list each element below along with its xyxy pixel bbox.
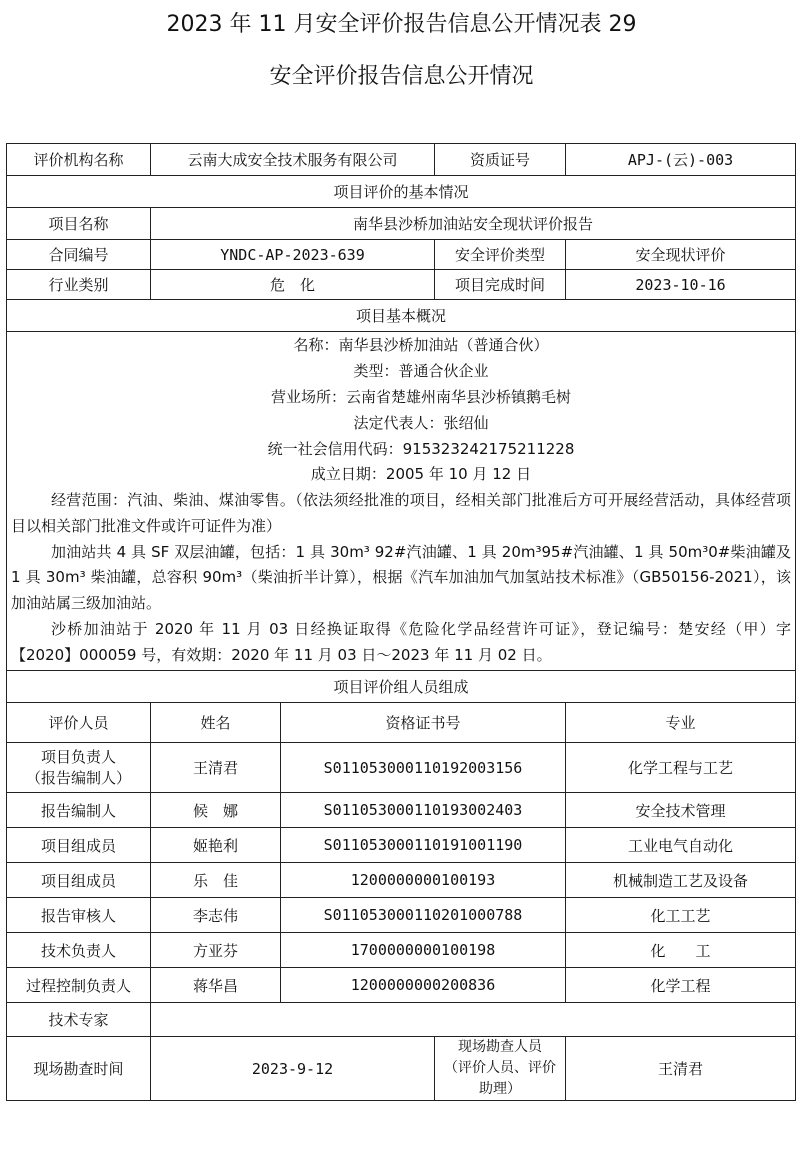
table-row <box>7 933 796 968</box>
table-row <box>7 968 796 1003</box>
expert-label: 技术专家 <box>7 1003 151 1037</box>
table-row <box>7 828 796 863</box>
team-role: 过程控制负责人 <box>7 968 151 1003</box>
overview-paragraph: 沙桥加油站于 2020 年 11 月 03 日经换证取得《危险化学品经营许可证》，登记编号：楚安经（甲）字【2020】000059 号，有效期：2020 年 11 月 03 日～2023 年 11 月 02 日。 <box>11 620 792 664</box>
overview-paragraph: 经营范围：汽油、柴油、煤油零售。（依法须经批准的项目，经相关部门批准后方可开展经营活动，具体经营项目以相关部门批准文件或许可证件为准） <box>11 491 792 535</box>
team-name: 姬艳利 <box>151 828 281 863</box>
team-cert: S011053000110193002403 <box>281 793 566 828</box>
team-cert: S011053000110192003156 <box>281 743 566 793</box>
team-name: 乐 佳 <box>151 863 281 898</box>
site-staff-label-line2: （评价人员、评价助理） <box>444 1060 557 1097</box>
overview-line: 类型：普通合伙企业 <box>353 362 489 381</box>
team-header-role: 评价人员 <box>7 703 151 743</box>
team-section-title: 项目评价组人员组成 <box>7 671 796 703</box>
team-name: 蒋华昌 <box>151 968 281 1003</box>
industry-value: 危 化 <box>151 270 435 300</box>
team-role: 报告审核人 <box>7 898 151 933</box>
team-role: 报告编制人 <box>7 793 151 828</box>
document-subtitle: 安全评价报告信息公开情况 <box>269 64 534 89</box>
disclosure-table <box>6 143 796 1101</box>
site-time-label: 现场勘查时间 <box>7 1037 151 1101</box>
table-row <box>7 743 796 793</box>
team-role-line2: （报告编制人） <box>25 768 131 787</box>
team-cert: S011053000110201000788 <box>281 898 566 933</box>
team-major: 机械制造工艺及设备 <box>566 863 796 898</box>
team-cert: 1200000000100193 <box>281 863 566 898</box>
industry-label: 行业类别 <box>7 270 151 300</box>
overview-line: 营业场所：云南省楚雄州南华县沙桥镇鹅毛树 <box>271 387 572 406</box>
team-name: 王清君 <box>151 743 281 793</box>
document-title: 2023 年 11 月安全评价报告信息公开情况表 29 <box>166 12 637 37</box>
project-name-value: 南华县沙桥加油站安全现状评价报告 <box>151 208 796 240</box>
org-name-label: 评价机构名称 <box>7 144 151 176</box>
overview-body <box>7 332 796 671</box>
overview-line: 统一社会信用代码：915323242175211228 <box>267 439 575 458</box>
team-major: 工业电气自动化 <box>566 828 796 863</box>
table-row <box>7 863 796 898</box>
site-staff-value: 王清君 <box>566 1037 796 1101</box>
basic-section-title: 项目评价的基本情况 <box>7 176 796 208</box>
team-major: 安全技术管理 <box>566 793 796 828</box>
team-role: 项目组成员 <box>7 863 151 898</box>
team-role-line1: 项目负责人 <box>40 747 116 766</box>
team-major: 化学工程 <box>566 968 796 1003</box>
eval-type-value: 安全现状评价 <box>566 240 796 270</box>
cert-label: 资质证号 <box>435 144 566 176</box>
site-staff-label-line1: 现场勘查人员 <box>458 1039 543 1055</box>
team-role: 技术负责人 <box>7 933 151 968</box>
team-header-cert: 资格证书号 <box>281 703 566 743</box>
overview-paragraph: 加油站共 4 具 SF 双层油罐，包括：1 具 30m³ 92#汽油罐、1 具 20m³95#汽油罐、1 具 50m³0#柴油罐及 1 具 30m³ 柴油罐，总容积 90m³（柴油折半计算），根据《汽车加油加气加氢站技术标准》（GB50156-2021），该加油站属三级加油站。 <box>11 542 792 613</box>
complete-time-label: 项目完成时间 <box>435 270 566 300</box>
expert-value <box>151 1003 796 1037</box>
cert-value: APJ-(云)-003 <box>566 144 796 176</box>
team-header-name: 姓名 <box>151 703 281 743</box>
team-cert: S011053000110191001190 <box>281 828 566 863</box>
site-time-value: 2023-9-12 <box>151 1037 435 1101</box>
overview-line: 法定代表人：张绍仙 <box>353 413 489 432</box>
team-name: 方亚芬 <box>151 933 281 968</box>
team-role: 项目组成员 <box>7 828 151 863</box>
team-header-major: 专业 <box>566 703 796 743</box>
overview-line: 名称：南华县沙桥加油站（普通合伙） <box>293 336 549 355</box>
project-name-label: 项目名称 <box>7 208 151 240</box>
team-major: 化学工程与工艺 <box>566 743 796 793</box>
team-name: 李志伟 <box>151 898 281 933</box>
org-name-value: 云南大成安全技术服务有限公司 <box>151 144 435 176</box>
table-row <box>7 793 796 828</box>
team-cert: 1200000000200836 <box>281 968 566 1003</box>
site-staff-label <box>435 1037 566 1101</box>
table-row <box>7 898 796 933</box>
overview-line: 成立日期：2005 年 10 月 12 日 <box>310 465 532 484</box>
team-major: 化工工艺 <box>566 898 796 933</box>
complete-time-value: 2023-10-16 <box>566 270 796 300</box>
team-role <box>7 743 151 793</box>
team-cert: 1700000000100198 <box>281 933 566 968</box>
contract-value: YNDC-AP-2023-639 <box>151 240 435 270</box>
team-major: 化 工 <box>566 933 796 968</box>
overview-section-title: 项目基本概况 <box>7 300 796 332</box>
team-name: 候 娜 <box>151 793 281 828</box>
eval-type-label: 安全评价类型 <box>435 240 566 270</box>
contract-label: 合同编号 <box>7 240 151 270</box>
